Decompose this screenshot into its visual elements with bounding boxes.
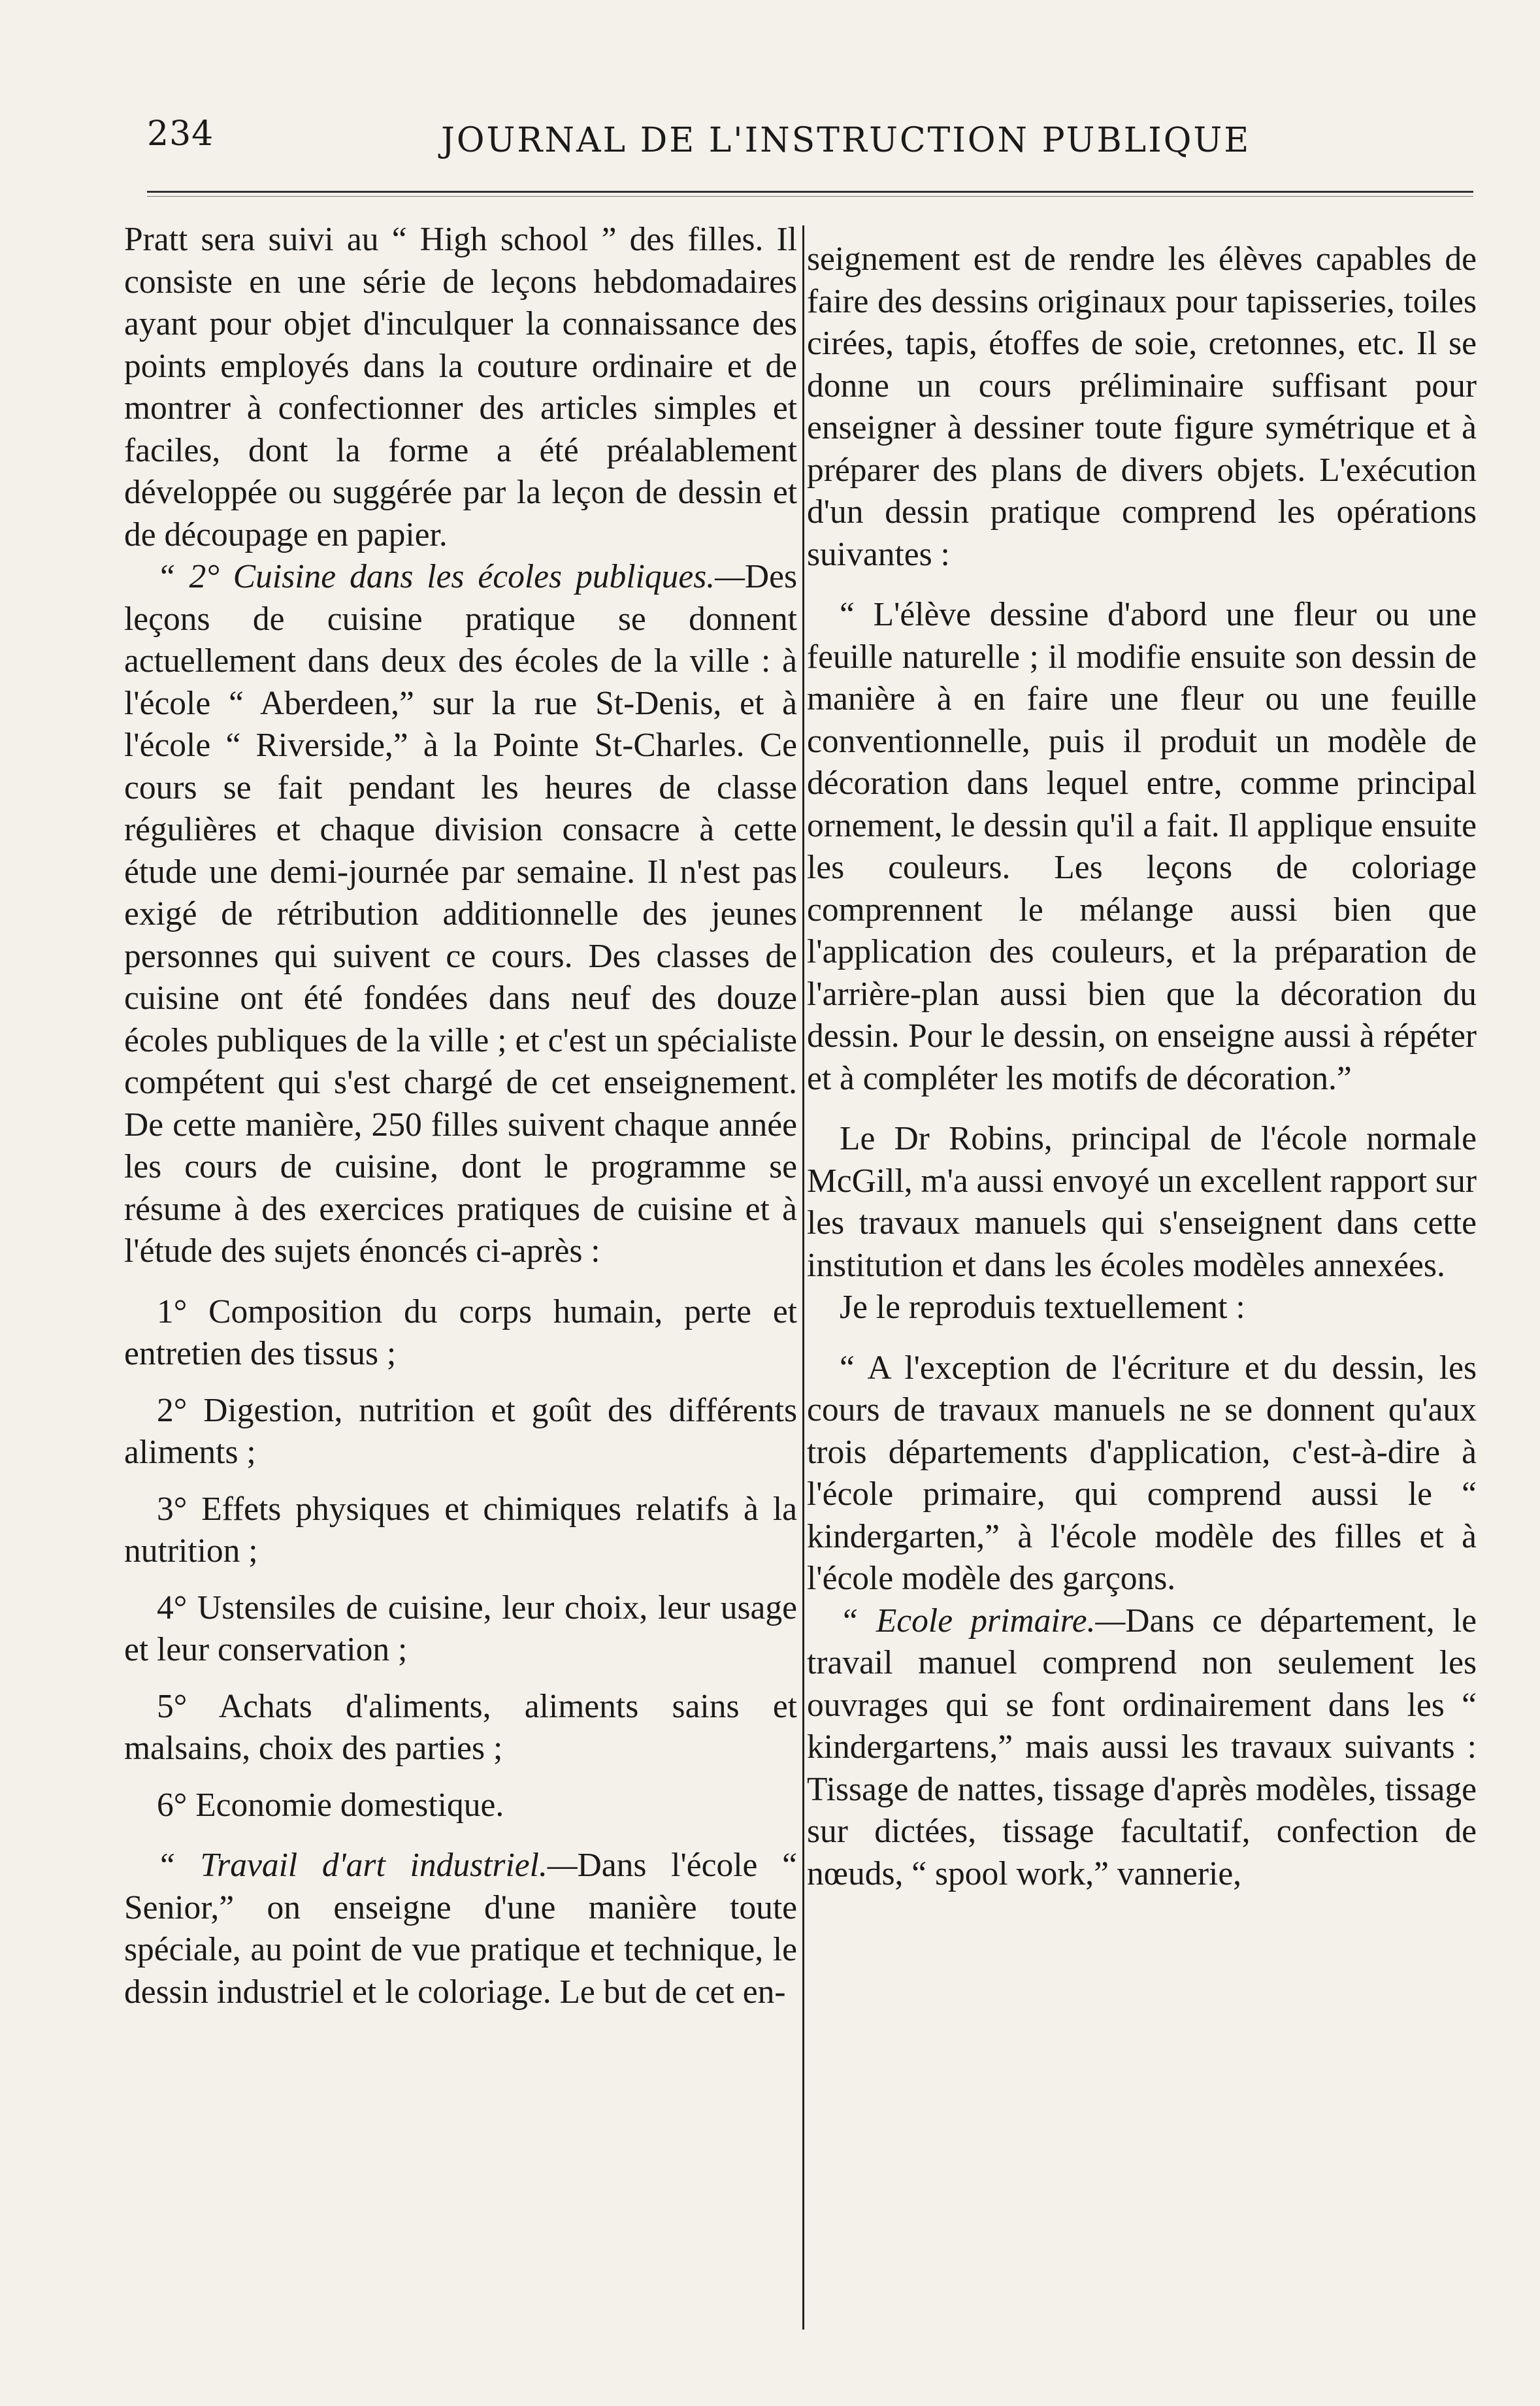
right-paragraph-2: “ L'élève dessine d'abord une fleur ou une feuille naturelle ; il modifie ensuite son dessin de manière à en faire une fleur ou une feuille conventionnelle, puis il produit un modèle de décoration dans lequel entre, comme principal ornement, le dessin qu'il a fait. Il applique ensuite les couleurs. Les leçons de coloriage comprennent le mélange aussi bien que l'application des couleurs, et la préparation de l'arrière-plan aussi bien que la décoration du dessin. Pour le dessin, on enseigne aussi à répéter et à compléter les motifs de décoration.” [807, 596, 1477, 1097]
art-industriel-heading: “ Travail d'art industriel.— [157, 1847, 578, 1884]
topic-item: 1° Composition du corps humain, perte et entretien des tissus ; [124, 1293, 797, 1372]
left-paragraph-3 [124, 1845, 797, 2013]
ecole-primaire-text: Dans ce département, le travail manuel comprend non seulement les ouvrages qui se font ordinairement dans les “ kindergartens,” mais aussi les travaux suivants : Tissage de nattes, tissage d'après modèles, tissage sur dictées, tissage facultatif, confection de nœuds, “ spool work,” vannerie, [807, 1602, 1477, 1892]
running-title: JOURNAL DE L'INSTRUCTION PUBLIQUE [441, 121, 1251, 160]
ecole-primaire-heading: “ Ecole primaire.— [840, 1602, 1126, 1640]
topics-list [124, 1291, 797, 1827]
header-rule-thin [147, 196, 1473, 197]
art-industriel-text: Dans l'école “ Senior,” on enseigne d'une manière toute spéciale, au point de vue pratique et technique, le dessin industriel et le coloriage. Le but de cet en- [124, 1847, 797, 2011]
right-paragraph-3: Le Dr Robins, principal de l'école normale McGill, m'a aussi envoyé un excellent rapport sur les travaux manuels qui s'enseignent dans cette institution et dans les écoles modèles annexées. [807, 1120, 1477, 1284]
left-column [124, 219, 797, 2013]
header-rule [147, 191, 1473, 193]
right-column [807, 239, 1477, 1895]
topic-item: 6° Economie domestique. [157, 1786, 504, 1824]
topic-item: 2° Digestion, nutrition et goût des différents aliments ; [124, 1391, 797, 1471]
topic-item: 5° Achats d'aliments, aliments sains et malsains, choix des parties ; [124, 1687, 797, 1767]
page-number: 234 [147, 114, 214, 154]
right-paragraph-1: seignement est de rendre les élèves capables de faire des dessins originaux pour tapisseries, toiles cirées, tapis, étoffes de soie, cretonnes, etc. Il se donne un cours préliminaire suffisant pour enseigner à dessiner toute figure symétrique et à préparer des plans de divers objets. L'exécution d'un dessin pratique comprend les opérations suivantes : [807, 240, 1477, 573]
cuisine-heading: “ 2° Cuisine dans les écoles publiques.— [157, 558, 745, 595]
topic-item: 3° Effets physiques et chimiques relatifs à la nutrition ; [124, 1490, 797, 1570]
topic-item: 4° Ustensiles de cuisine, leur choix, leur usage et leur conservation ; [124, 1589, 797, 1668]
left-paragraph-2 [124, 556, 797, 1273]
cuisine-text: Des leçons de cuisine pratique se donnent actuellement dans deux des écoles de la ville : à l'école “ Aberdeen,” sur la rue St-Denis, et à l'école “ Riverside,” à la Pointe St-Charles. Ce cours se fait pendant les heures de classe régulières et chaque division consacre à cette étude une demi-journée par semaine. Il n'est pas exigé de rétribution additionnelle des jeunes personnes qui suivent ce cours. Des classes de cuisine ont été fondées dans neuf des douze écoles publiques de la ville ; et c'est un spécialiste compétent qui s'est chargé de cet enseignement. De cette manière, 250 filles suivent chaque année les cours de cuisine, dont le programme se résume à des exercices pratiques de cuisine et à l'étude des sujets énoncés ci-après : [124, 558, 797, 1270]
right-paragraph-5: “ A l'exception de l'écriture et du dessin, les cours de travaux manuels ne se donnent qu'aux trois départements d'application, c'est-à-dire à l'école primaire, qui comprend aussi le “ kindergarten,” à l'école modèle des filles et à l'école modèle des garçons. [807, 1349, 1477, 1597]
column-divider [802, 225, 804, 2330]
right-paragraph-4: Je le reproduis textuellement : [840, 1289, 1245, 1326]
left-paragraph-1: Pratt sera suivi au “ High school ” des filles. Il consiste en une série de leçons hebdomadaires ayant pour objet d'inculquer la connaissance des points employés dans la couture ordinaire et de montrer à confectionner des articles simples et faciles, dont la forme a été préalablement développée ou suggérée par la leçon de dessin et de découpage en papier. [124, 221, 797, 553]
right-paragraph-6 [807, 1600, 1477, 1896]
page-header [147, 114, 1473, 186]
